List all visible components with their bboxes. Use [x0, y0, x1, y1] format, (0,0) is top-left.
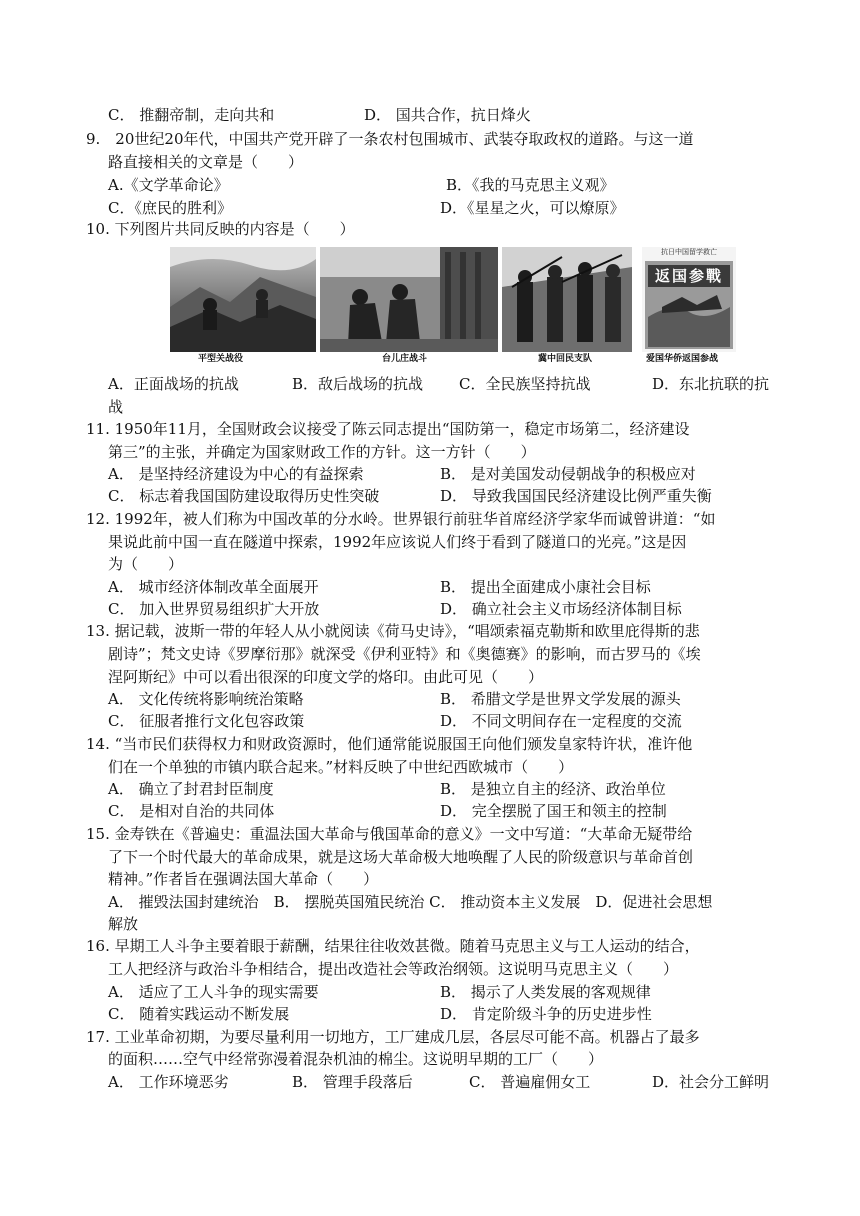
- q12-stem-line1: 12. 1992年，被人们称为中国改革的分水岭。世界银行前驻华首席经济学家华而诚曾讲道：“如: [86, 510, 716, 528]
- q10-option-c: C．全民族坚持抗战: [459, 375, 591, 393]
- q17-option-d: D．社会分工鲜明: [652, 1073, 770, 1091]
- q12-stem-line3: 为（ ）: [108, 555, 184, 573]
- q17-option-b: B． 管理手段落后: [292, 1073, 413, 1091]
- q12-option-b: B． 提出全面建成小康社会目标: [440, 578, 651, 596]
- q16-option-b: B． 揭示了人类发展的客观规律: [440, 983, 651, 1001]
- q9-stem-line2: 路直接相关的文章是（ ）: [108, 153, 304, 171]
- caption-overseas-chinese: 爱国华侨返国参战: [646, 354, 719, 364]
- q14-stem-line1: 14. “当市民们获得权力和财政资源时，他们通常能说服国王向他们颁发皇家特许状，准许他: [86, 735, 693, 753]
- q11-option-c: C． 标志着我国国防建设取得历史性突破: [108, 487, 380, 505]
- q8-option-c: C． 推翻帝制，走向共和: [108, 106, 275, 124]
- q11-option-b: B． 是对美国发动侵朝战争的积极应对: [440, 465, 696, 483]
- q14-option-d: D． 完全摆脱了国王和领主的控制: [440, 802, 667, 820]
- q13-option-b: B． 希腊文学是世界文学发展的源头: [440, 690, 681, 708]
- q12-option-d: D． 确立社会主义市场经济体制目标: [440, 600, 682, 618]
- q13-option-a: A． 文化传统将影响统治策略: [108, 690, 304, 708]
- q12-option-a: A． 城市经济体制改革全面展开: [108, 578, 319, 596]
- q11-stem-line1: 11. 1950年11月，全国财政会议接受了陈云同志提出“国防第一，稳定市场第二，经济建设: [86, 420, 690, 438]
- caption-jizhong: 冀中回民支队: [538, 354, 593, 364]
- q10-option-b: B．敌后战场的抗战: [292, 375, 424, 393]
- q15-stem-line1: 15. 金寿铁在《普遍史：重温法国大革命与俄国革命的意义》一文中写道：“大革命无疑带给: [86, 825, 693, 843]
- q12-option-c: C． 加入世界贸易组织扩大开放: [108, 600, 320, 618]
- q11-option-d: D． 导致我国国民经济建设比例严重失衡: [440, 487, 712, 505]
- q9-option-d: D．《星星之火，可以燎原》: [440, 199, 625, 217]
- q13-option-c: C． 征服者推行文化包容政策: [108, 712, 305, 730]
- q16-option-a: A． 适应了工人斗争的现实需要: [108, 983, 319, 1001]
- q9-stem-line1: 9. 20世纪20年代，中国共产党开辟了一条农村包围城市、武装夺取政权的道路。与这一道: [86, 130, 694, 148]
- photo-taierzhuang: [320, 247, 498, 352]
- q11-option-a: A． 是坚持经济建设为中心的有益探索: [108, 465, 364, 483]
- q13-stem-line1: 13. 据记载，波斯一带的年轻人从小就阅读《荷马史诗》，“唱颂索福克勒斯和欧里庇得斯的悲: [86, 622, 700, 640]
- q12-stem-line2: 果说此前中国一直在隧道中探索，1992年应该说人们终于看到了隧道口的光亮。”这是因: [108, 533, 687, 551]
- q10-option-d-cont: 战: [108, 398, 124, 416]
- q11-stem-line2: 第三”的主张，并确定为国家财政工作的方针。这一方针（ ）: [108, 443, 536, 461]
- q9-option-c: C．《庶民的胜利》: [108, 199, 232, 217]
- q13-stem-line3: 涅阿斯纪》中可以看出很深的印度文学的烙印。由此可见（ ）: [108, 668, 544, 686]
- q14-option-a: A． 确立了封君封臣制度: [108, 780, 274, 798]
- photo-overseas-chinese-poster: [642, 247, 736, 352]
- photo-pingxingguan: [170, 247, 316, 352]
- q9-option-b: B．《我的马克思主义观》: [446, 176, 615, 194]
- q17-option-a: A． 工作环境恶劣: [108, 1073, 229, 1091]
- q15-stem-line3: 精神。”作者旨在强调法国大革命（ ）: [108, 870, 379, 888]
- q8-option-d: D． 国共合作，抗日烽火: [364, 106, 531, 124]
- q16-option-d: D． 肯定阶级斗争的历史进步性: [440, 1005, 652, 1023]
- photo-jizhong-hui-detachment: [502, 247, 632, 352]
- q14-option-c: C． 是相对自治的共同体: [108, 802, 275, 820]
- q15-options-cont: 解放: [108, 915, 139, 933]
- q10-option-a: A．正面战场的抗战: [108, 375, 239, 393]
- caption-pingxingguan: 平型关战役: [198, 354, 244, 364]
- caption-taierzhuang: 台儿庄战斗: [382, 354, 428, 364]
- q15-stem-line2: 了下一个时代最大的革命成果，就是这场大革命极大地唤醒了人民的阶级意识与革命首创: [108, 848, 694, 866]
- q16-stem-line2: 工人把经济与政治斗争相结合，提出改造社会等政治纲领。这说明马克思主义（ ）: [108, 960, 679, 978]
- q16-stem-line1: 16. 早期工人斗争主要着眼于薪酬，结果往往收效甚微。随着马克思主义与工人运动的结合，: [86, 937, 700, 955]
- q10-stem: 10. 下列图片共同反映的内容是（ ）: [86, 220, 355, 238]
- poster-big-title: 返国参戰: [654, 267, 723, 285]
- q10-photo-strip: [170, 247, 738, 369]
- q9-option-a: A.《文学革命论》: [108, 176, 229, 194]
- q15-options: A． 摧毁法国封建统治 B． 摆脱英国殖民统治 C． 推动资本主义发展 D．促进社会思想: [108, 893, 713, 911]
- q17-stem-line1: 17. 工业革命初期，为要尽量利用一切地方，工厂建成几层，各层尽可能不高。机器占了最多: [86, 1028, 700, 1046]
- q16-option-c: C． 随着实践运动不断发展: [108, 1005, 290, 1023]
- poster-small-title: 抗日中国留学救亡: [661, 248, 717, 256]
- q14-stem-line2: 们在一个单独的市镇内联合起来。”材料反映了中世纪西欧城市（ ）: [108, 758, 574, 776]
- q17-stem-line2: 的面积……空气中经常弥漫着混杂机油的棉尘。这说明早期的工厂（ ）: [108, 1050, 604, 1068]
- q17-option-c: C． 普遍雇佣女工: [469, 1073, 591, 1091]
- q13-option-d: D． 不同文明间存在一定程度的交流: [440, 712, 682, 730]
- q14-option-b: B． 是独立自主的经济、政治单位: [440, 780, 666, 798]
- q10-option-d: D．东北抗联的抗: [652, 375, 770, 393]
- q13-stem-line2: 剧诗”；梵文史诗《罗摩衍那》就深受《伊利亚特》和《奥德赛》的影响，而古罗马的《埃: [108, 645, 701, 663]
